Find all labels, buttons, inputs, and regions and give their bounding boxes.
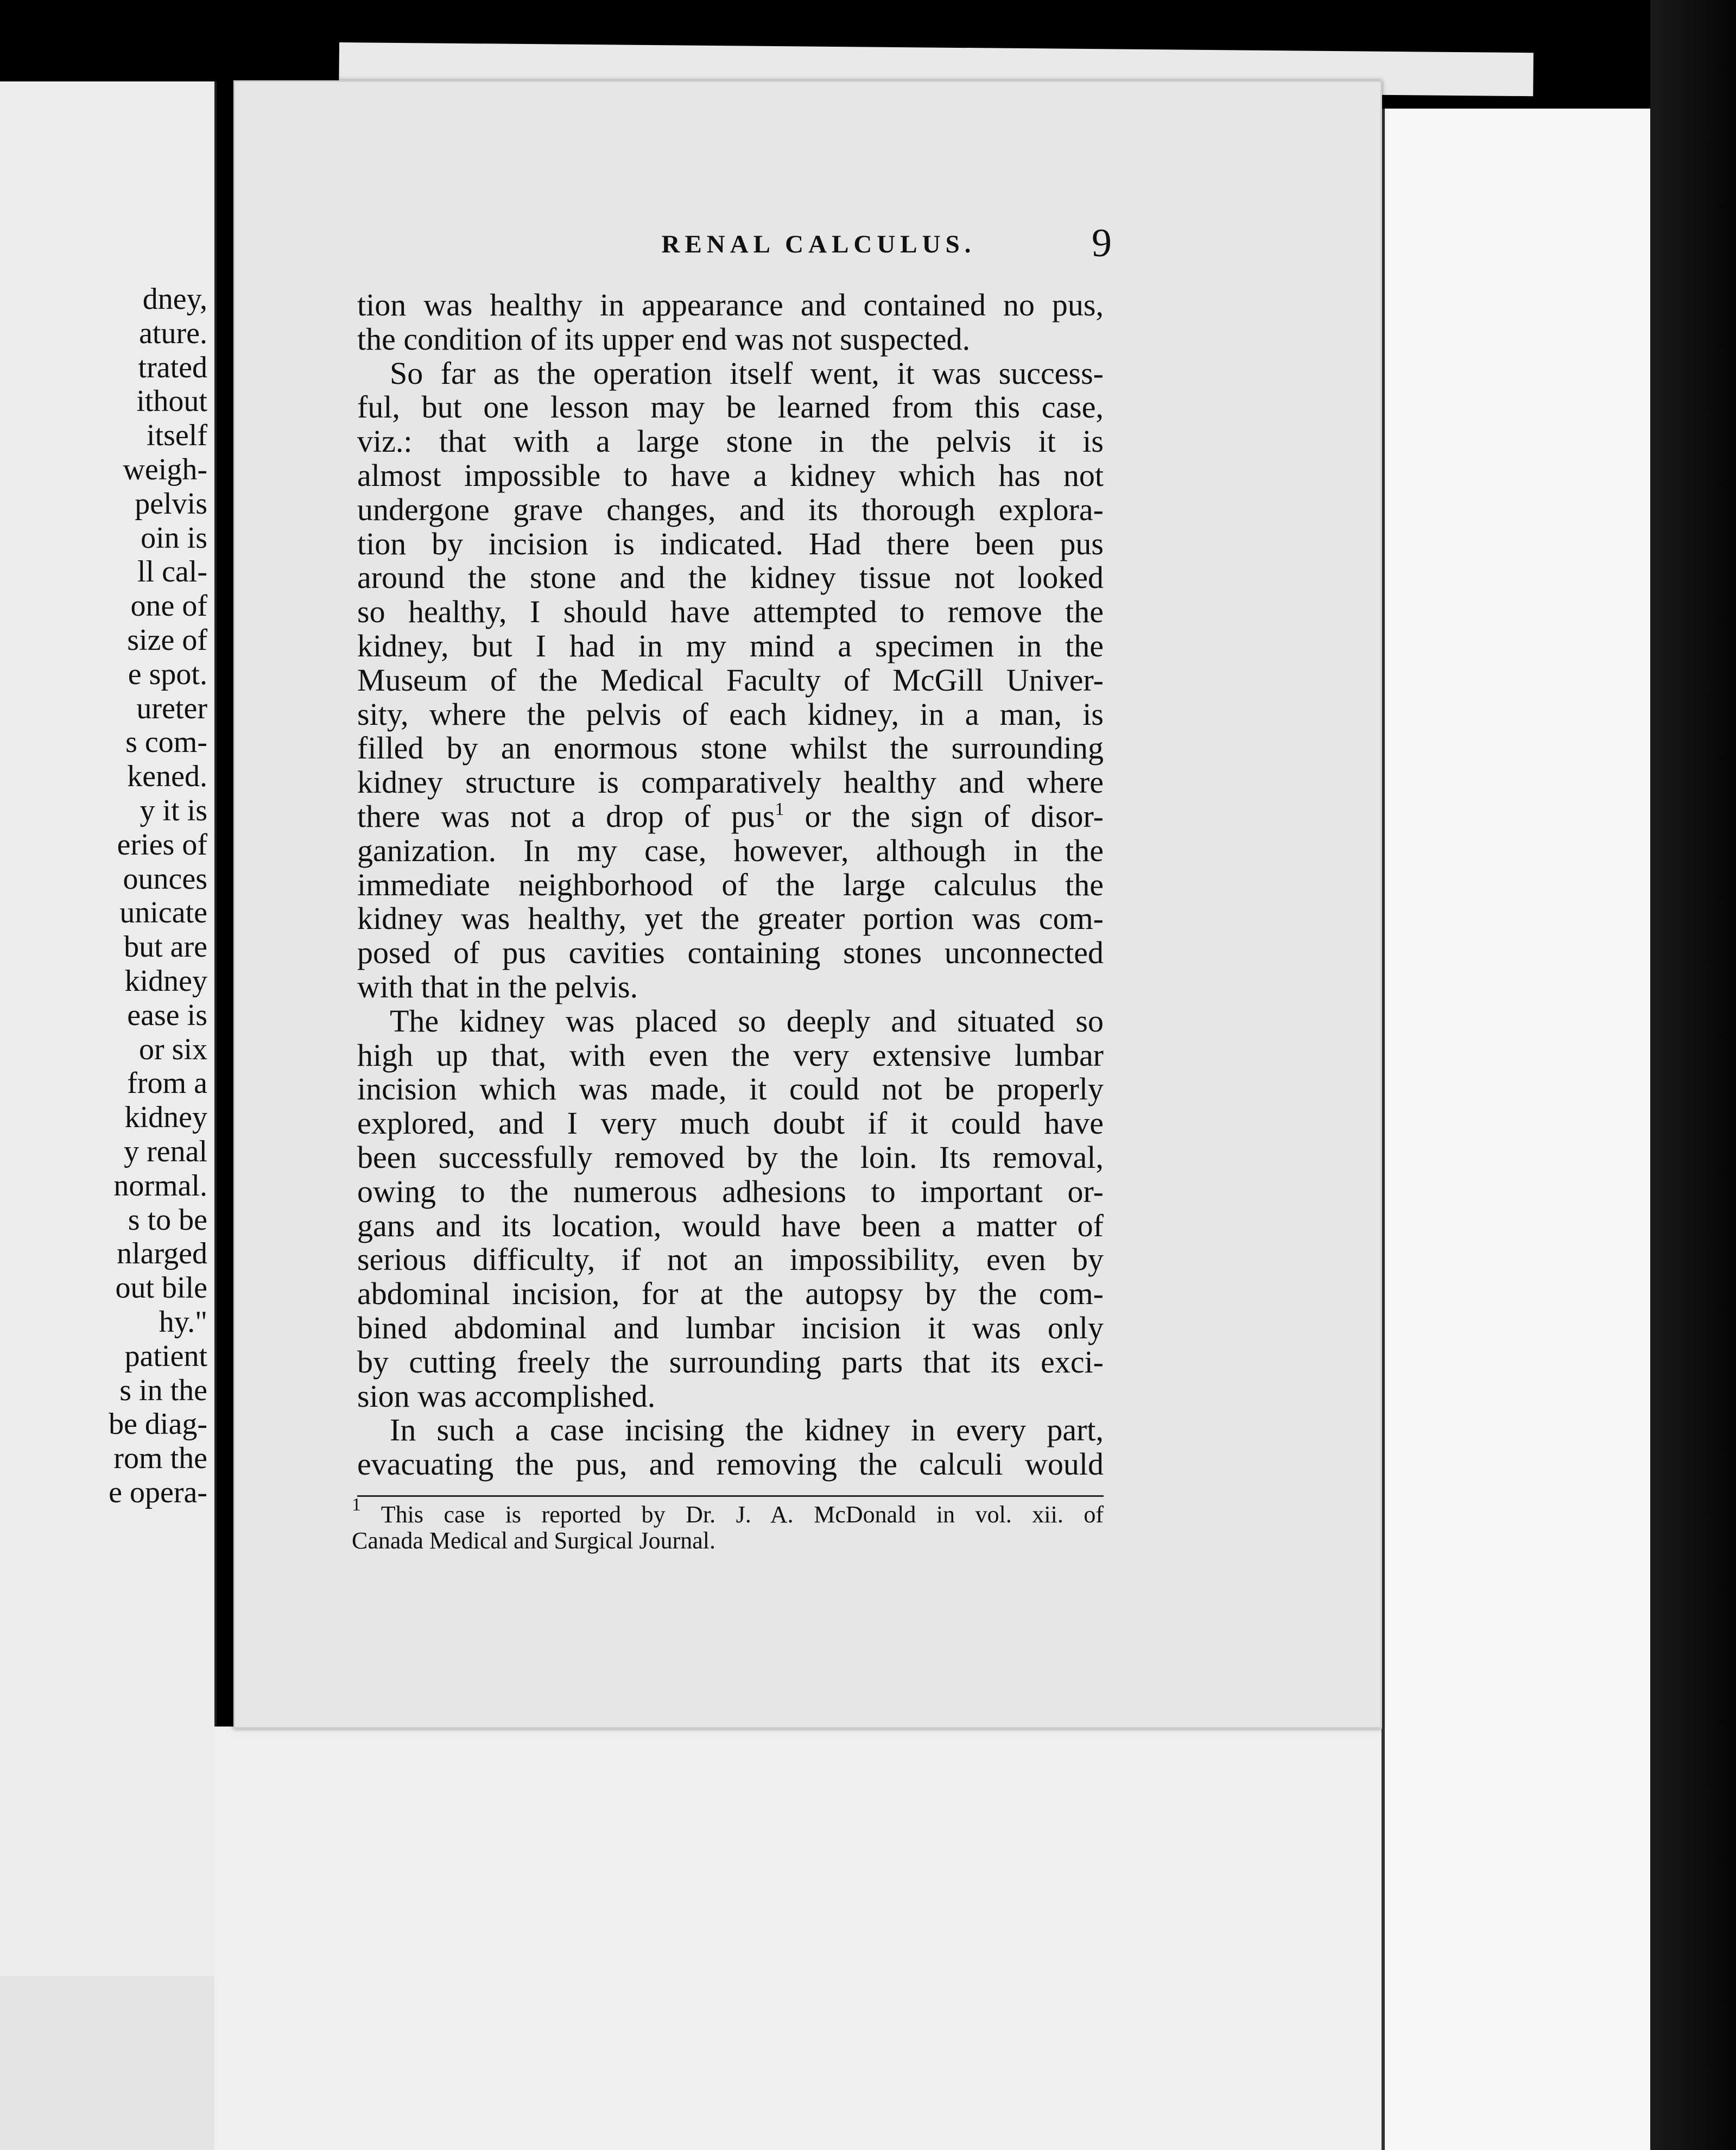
facing-page-line-fragment: e opera- (109, 1475, 207, 1509)
footnote-line (352, 1495, 1104, 1528)
text-line: around the stone and the kidney tissue not looked (357, 560, 1104, 596)
text-line: So far as the operation itself went, it was success- (390, 355, 1104, 391)
facing-page-line-fragment: nlarged (117, 1237, 207, 1271)
text-line: by cutting freely the surrounding parts that its exci- (357, 1344, 1104, 1380)
facing-page-line-fragment: normal. (113, 1168, 207, 1203)
footnote-rule (357, 1495, 1104, 1497)
facing-page-line-fragment: from a (127, 1066, 207, 1101)
book-edge-block (1382, 109, 1651, 2150)
text-line: serious difficulty, if not an impossibility, even by (357, 1242, 1104, 1278)
footnote-reference: 1 (775, 799, 784, 819)
text-line: incision which was made, it could not be properly (357, 1071, 1104, 1107)
facing-page-line-fragment: dney, (142, 282, 207, 316)
facing-page-line-fragment: s in the (119, 1373, 207, 1407)
text-line: Museum of the Medical Faculty of McGill Univer- (357, 662, 1104, 698)
facing-page-line-fragment: kened. (127, 760, 207, 794)
text-line: tion was healthy in appearance and contained no pus, (357, 287, 1104, 322)
text-line: kidney, but I had in my mind a specimen in the (357, 628, 1104, 663)
facing-page-line-fragment: s com- (125, 725, 207, 760)
text-line-with-footnote-ref (357, 800, 1104, 834)
facing-page-line-fragment: ureter (136, 691, 207, 725)
facing-page-line-fragment: or six (139, 1032, 207, 1066)
facing-page-line-fragment: one of (130, 589, 207, 623)
facing-page-line-fragment: e spot. (128, 657, 207, 691)
facing-page-line-fragment: ithout (136, 384, 207, 419)
text-line: The kidney was placed so deeply and situated so (390, 1003, 1104, 1039)
text-line: In such a case incising the kidney in every part, (390, 1412, 1104, 1448)
text-line: filled by an enormous stone whilst the surrounding (357, 730, 1104, 766)
text-line: sity, where the pelvis of each kidney, in a man, is (357, 696, 1104, 732)
text-line: ful, but one lesson may be learned from this case, (357, 389, 1104, 425)
facing-page-line-fragment: itself (147, 419, 207, 453)
lower-sheet (214, 1727, 1382, 2150)
text-fragment: or the sign of disor- (804, 798, 1104, 834)
text-line: viz.: that with a large stone in the pelvis it is (357, 423, 1104, 459)
facing-page-lower-sheet (0, 1976, 214, 2150)
text-line: bined abdominal and lumbar incision it was only (357, 1310, 1104, 1345)
facing-page-line-fragment: weigh- (123, 452, 207, 486)
text-line: with that in the pelvis. (357, 969, 638, 1004)
facing-page-line-fragment: y it is (140, 793, 207, 827)
facing-page-line-fragment: out bile (115, 1271, 207, 1305)
facing-page-line-fragment: kidney (124, 1101, 207, 1135)
facing-page-line-fragment: ease is (127, 998, 207, 1032)
text-line: ganization. In my case, however, although in the (357, 832, 1104, 868)
facing-page-line-fragment: s to be (128, 1203, 207, 1237)
facing-page-line-fragment: eries of (117, 827, 207, 862)
book-binding (1650, 0, 1736, 2150)
text-line: explored, and I very much doubt if it could have (357, 1105, 1104, 1141)
facing-page-line-fragment: ature. (139, 316, 207, 350)
facing-page (0, 81, 217, 2014)
book-page (233, 80, 1382, 1729)
text-line: so healthy, I should have attempted to remove the (357, 594, 1104, 630)
text-line: gans and its location, would have been a matter of (357, 1207, 1104, 1243)
body-text (357, 288, 1104, 1482)
text-line: kidney structure is comparatively healthy and where (357, 764, 1104, 800)
text-line: abdominal incision, for at the autopsy by the com- (357, 1276, 1104, 1312)
text-line: high up that, with even the very extensive lumbar (357, 1037, 1104, 1073)
footnote (352, 1495, 1104, 1554)
facing-page-line-fragment: rom the (113, 1441, 207, 1476)
text-line: evacuating the pus, and removing the calculi would (357, 1446, 1104, 1482)
text-line: tion by incision is indicated. Had there been pus (357, 526, 1104, 561)
facing-page-line-fragment: be diag- (109, 1407, 207, 1441)
running-head: RENAL CALCULUS. (661, 230, 976, 258)
facing-page-line-fragment: ll cal- (137, 555, 207, 589)
facing-page-line-fragment: patient (124, 1339, 207, 1373)
text-line: sion was accomplished. (357, 1378, 656, 1414)
text-line: almost impossible to have a kidney which has not (357, 457, 1104, 493)
text-line: undergone grave changes, and its thorough explora- (357, 491, 1104, 527)
text-line: been successfully removed by the loin. Its removal, (357, 1139, 1104, 1175)
facing-page-text (0, 282, 207, 1510)
footnote-text: This case is reported by Dr. J. A. McDonald in vol. xii. of (381, 1501, 1104, 1528)
facing-page-line-fragment: pelvis (135, 486, 207, 521)
facing-page-line-fragment: unicate (119, 896, 207, 930)
page-number: 9 (1092, 221, 1112, 265)
text-fragment: there was not a drop of pus (357, 798, 775, 834)
facing-page-line-fragment: but are (124, 930, 207, 964)
text-line: posed of pus cavities containing stones unconnected (357, 935, 1104, 971)
footnote-marker: 1 (352, 1495, 361, 1515)
text-line: the condition of its upper end was not suspected. (357, 321, 971, 357)
facing-page-line-fragment: size of (127, 623, 207, 657)
facing-page-line-fragment: y renal (124, 1134, 207, 1168)
facing-page-line-fragment: ounces (123, 862, 207, 896)
text-line: immediate neighborhood of the large calculus the (357, 867, 1104, 902)
footnote-line: Canada Medical and Surgical Journal. (352, 1527, 715, 1554)
facing-page-line-fragment: hy." (159, 1305, 207, 1339)
facing-page-line-fragment: oin is (141, 521, 207, 555)
facing-page-line-fragment: trated (138, 350, 207, 384)
text-line: kidney was healthy, yet the greater portion was com- (357, 901, 1104, 937)
text-line: owing to the numerous adhesions to important or- (357, 1173, 1104, 1209)
facing-page-line-fragment: kidney (124, 964, 207, 998)
